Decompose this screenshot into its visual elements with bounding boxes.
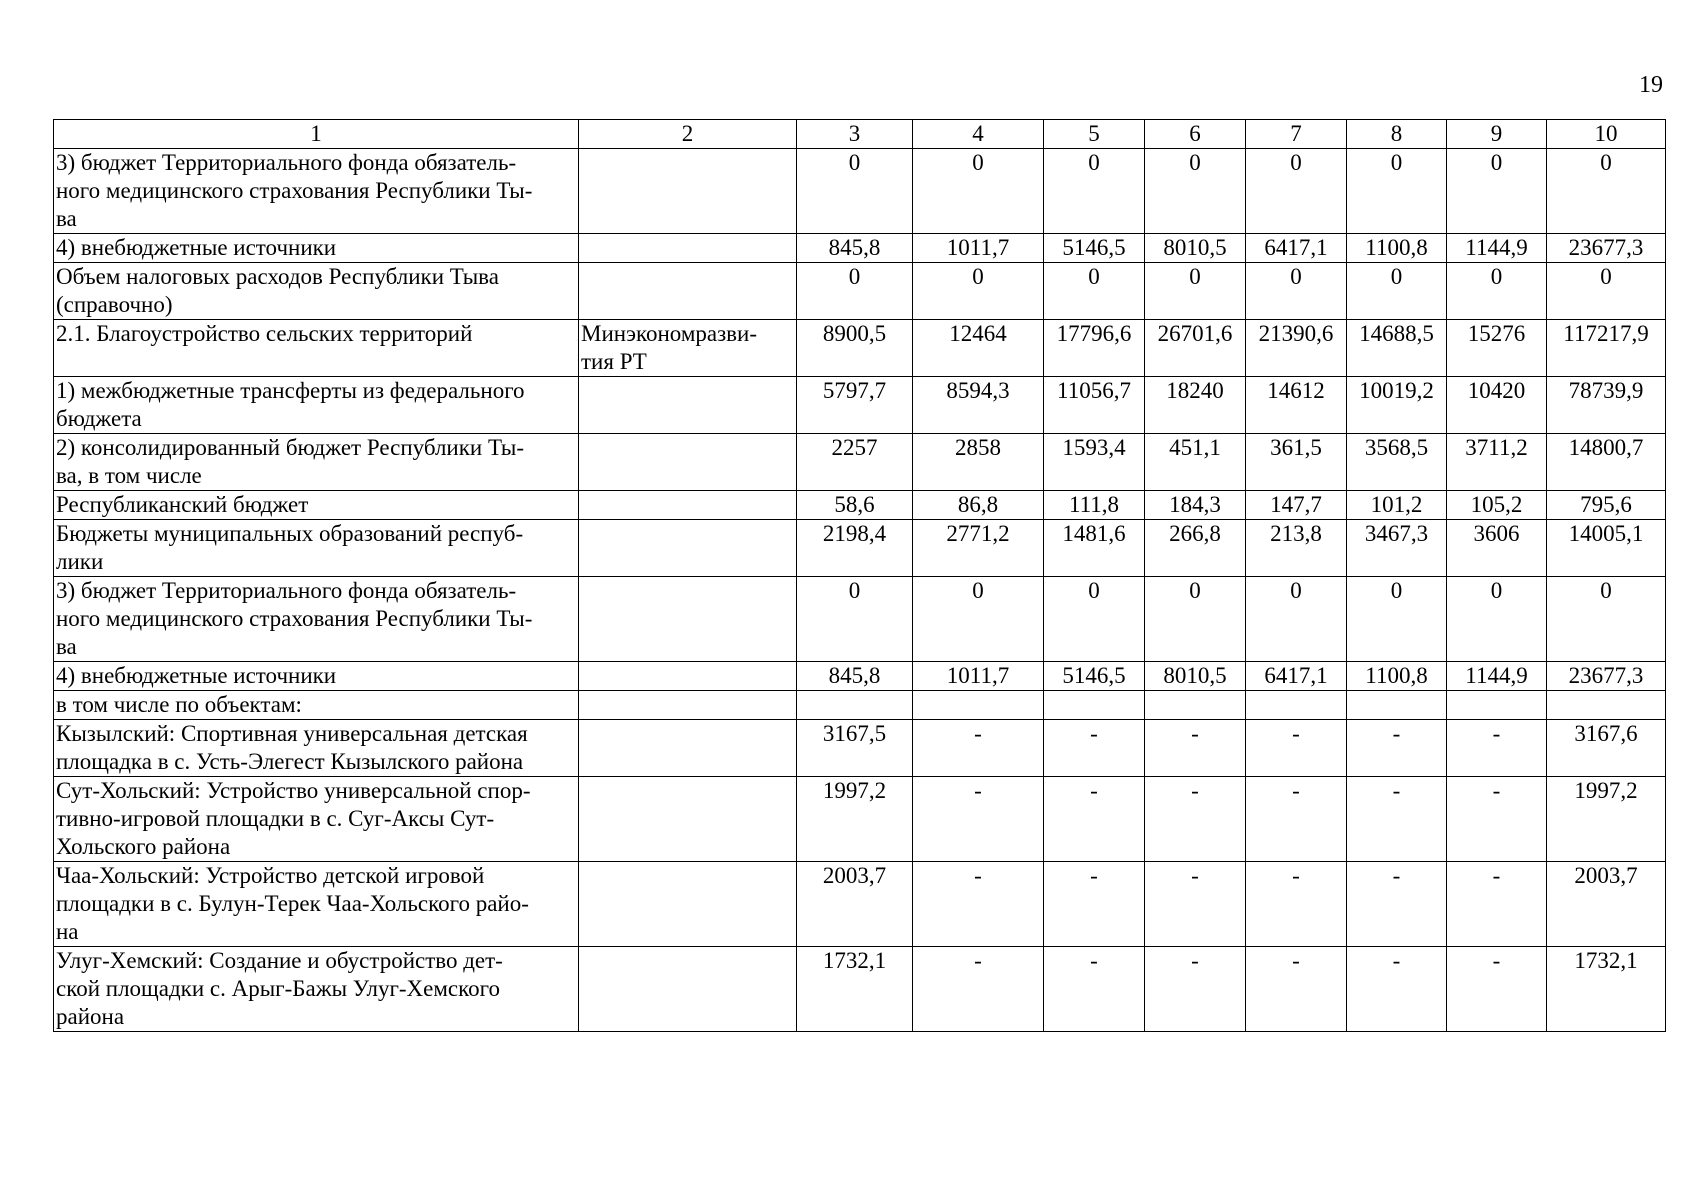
row-name-cell: Сут-Хольский: Устройство универсальной спор- тивно-игровой площадки в с. Суг-Аксы Сут- Хольского района bbox=[54, 777, 579, 862]
row-value-cell: - bbox=[913, 947, 1044, 1032]
table-row bbox=[54, 434, 1666, 491]
row-value-cell: - bbox=[913, 777, 1044, 862]
row-responsible-cell bbox=[579, 491, 797, 520]
row-value-cell: 10019,2 bbox=[1347, 377, 1447, 434]
row-value-cell: 0 bbox=[1547, 577, 1666, 662]
row-value-cell: 1144,9 bbox=[1447, 234, 1547, 263]
row-value-cell: 2257 bbox=[797, 434, 913, 491]
row-value-cell: 147,7 bbox=[1246, 491, 1347, 520]
row-value-cell: 361,5 bbox=[1246, 434, 1347, 491]
row-value-cell bbox=[1447, 691, 1547, 720]
column-header-8: 8 bbox=[1347, 120, 1447, 149]
column-header-3: 3 bbox=[797, 120, 913, 149]
row-name-cell: 1) межбюджетные трансферты из федерального бюджета bbox=[54, 377, 579, 434]
row-value-cell: - bbox=[1447, 862, 1547, 947]
table-row bbox=[54, 862, 1666, 947]
row-name-cell: 4) внебюджетные источники bbox=[54, 234, 579, 263]
row-value-cell: 184,3 bbox=[1145, 491, 1246, 520]
column-header-1: 1 bbox=[54, 120, 579, 149]
row-value-cell: 0 bbox=[797, 263, 913, 320]
row-value-cell: - bbox=[1246, 720, 1347, 777]
row-responsible-cell bbox=[579, 263, 797, 320]
row-value-cell: 8010,5 bbox=[1145, 234, 1246, 263]
row-value-cell bbox=[1347, 691, 1447, 720]
page-number: 19 bbox=[1639, 72, 1663, 98]
row-value-cell: 14800,7 bbox=[1547, 434, 1666, 491]
row-value-cell: 2003,7 bbox=[797, 862, 913, 947]
row-responsible-cell bbox=[579, 149, 797, 234]
row-responsible-cell bbox=[579, 234, 797, 263]
table-row bbox=[54, 947, 1666, 1032]
row-value-cell: - bbox=[1447, 720, 1547, 777]
row-value-cell: 0 bbox=[913, 263, 1044, 320]
row-value-cell: 1997,2 bbox=[1547, 777, 1666, 862]
row-name-cell: 4) внебюджетные источники bbox=[54, 662, 579, 691]
column-header-7: 7 bbox=[1246, 120, 1347, 149]
table-row bbox=[54, 777, 1666, 862]
table-row bbox=[54, 577, 1666, 662]
row-value-cell: 1011,7 bbox=[913, 234, 1044, 263]
row-value-cell: 845,8 bbox=[797, 234, 913, 263]
row-value-cell: 1100,8 bbox=[1347, 234, 1447, 263]
row-value-cell: 266,8 bbox=[1145, 520, 1246, 577]
column-header-2: 2 bbox=[579, 120, 797, 149]
row-value-cell: 12464 bbox=[913, 320, 1044, 377]
column-header-4: 4 bbox=[913, 120, 1044, 149]
row-value-cell: 14612 bbox=[1246, 377, 1347, 434]
row-value-cell: 3167,6 bbox=[1547, 720, 1666, 777]
row-value-cell: 111,8 bbox=[1044, 491, 1145, 520]
row-value-cell: 0 bbox=[1447, 149, 1547, 234]
row-responsible-cell bbox=[579, 720, 797, 777]
row-value-cell: 845,8 bbox=[797, 662, 913, 691]
row-value-cell: 58,6 bbox=[797, 491, 913, 520]
row-value-cell: 0 bbox=[1347, 149, 1447, 234]
row-value-cell: 0 bbox=[1246, 263, 1347, 320]
row-name-cell: Улуг-Хемский: Создание и обустройство дет- ской площадки с. Арыг-Бажы Улуг-Хемского района bbox=[54, 947, 579, 1032]
row-value-cell: 0 bbox=[1246, 149, 1347, 234]
row-value-cell: 795,6 bbox=[1547, 491, 1666, 520]
row-value-cell: 3711,2 bbox=[1447, 434, 1547, 491]
row-value-cell: - bbox=[1447, 777, 1547, 862]
row-value-cell: 105,2 bbox=[1447, 491, 1547, 520]
row-value-cell: 0 bbox=[1347, 263, 1447, 320]
row-value-cell bbox=[1145, 691, 1246, 720]
row-value-cell bbox=[1246, 691, 1347, 720]
row-value-cell: 15276 bbox=[1447, 320, 1547, 377]
row-name-cell: 3) бюджет Территориального фонда обязатель- ного медицинского страхования Республики Ты- ва bbox=[54, 149, 579, 234]
column-header-10: 10 bbox=[1547, 120, 1666, 149]
row-value-cell: 101,2 bbox=[1347, 491, 1447, 520]
table-body bbox=[54, 149, 1666, 1032]
row-value-cell: 1100,8 bbox=[1347, 662, 1447, 691]
row-value-cell: - bbox=[1347, 862, 1447, 947]
row-value-cell: 0 bbox=[1447, 263, 1547, 320]
row-value-cell: 2003,7 bbox=[1547, 862, 1666, 947]
row-responsible-cell bbox=[579, 377, 797, 434]
row-value-cell: 78739,9 bbox=[1547, 377, 1666, 434]
row-value-cell: 3606 bbox=[1447, 520, 1547, 577]
row-value-cell: - bbox=[1447, 947, 1547, 1032]
row-name-cell: Республиканский бюджет bbox=[54, 491, 579, 520]
row-responsible-cell bbox=[579, 434, 797, 491]
table-row bbox=[54, 720, 1666, 777]
row-responsible-cell bbox=[579, 520, 797, 577]
row-responsible-cell bbox=[579, 691, 797, 720]
row-value-cell: 0 bbox=[1044, 577, 1145, 662]
row-value-cell: 86,8 bbox=[913, 491, 1044, 520]
row-value-cell: 21390,6 bbox=[1246, 320, 1347, 377]
row-value-cell: 0 bbox=[913, 577, 1044, 662]
row-name-cell: Кызылский: Спортивная универсальная детская площадка в с. Усть-Элегест Кызылского района bbox=[54, 720, 579, 777]
row-value-cell: 0 bbox=[1447, 577, 1547, 662]
row-responsible-cell: Минэкономразви- тия РТ bbox=[579, 320, 797, 377]
row-value-cell: 6417,1 bbox=[1246, 662, 1347, 691]
row-value-cell: 0 bbox=[1145, 149, 1246, 234]
row-value-cell: 5146,5 bbox=[1044, 234, 1145, 263]
row-value-cell: 1732,1 bbox=[797, 947, 913, 1032]
table-row bbox=[54, 662, 1666, 691]
row-value-cell: 451,1 bbox=[1145, 434, 1246, 491]
column-header-5: 5 bbox=[1044, 120, 1145, 149]
row-value-cell: - bbox=[1044, 777, 1145, 862]
header-row bbox=[54, 120, 1666, 149]
row-value-cell: 0 bbox=[913, 149, 1044, 234]
row-responsible-cell bbox=[579, 947, 797, 1032]
row-value-cell: - bbox=[1145, 862, 1246, 947]
row-value-cell: 8900,5 bbox=[797, 320, 913, 377]
row-value-cell: 0 bbox=[1246, 577, 1347, 662]
row-value-cell bbox=[797, 691, 913, 720]
row-value-cell: 17796,6 bbox=[1044, 320, 1145, 377]
row-value-cell: 0 bbox=[1547, 263, 1666, 320]
column-header-6: 6 bbox=[1145, 120, 1246, 149]
column-header-9: 9 bbox=[1447, 120, 1547, 149]
row-value-cell: - bbox=[1044, 720, 1145, 777]
table-row bbox=[54, 520, 1666, 577]
row-value-cell: 14688,5 bbox=[1347, 320, 1447, 377]
row-value-cell: 18240 bbox=[1145, 377, 1246, 434]
row-value-cell: 3467,3 bbox=[1347, 520, 1447, 577]
table-row bbox=[54, 149, 1666, 234]
row-value-cell: 2198,4 bbox=[797, 520, 913, 577]
table-row bbox=[54, 320, 1666, 377]
row-value-cell: 0 bbox=[1547, 149, 1666, 234]
row-value-cell: - bbox=[1246, 947, 1347, 1032]
row-value-cell: 1732,1 bbox=[1547, 947, 1666, 1032]
table-header bbox=[54, 120, 1666, 149]
budget-table bbox=[53, 119, 1666, 1032]
row-value-cell: - bbox=[913, 720, 1044, 777]
row-value-cell: 5146,5 bbox=[1044, 662, 1145, 691]
row-value-cell bbox=[1547, 691, 1666, 720]
row-value-cell: 14005,1 bbox=[1547, 520, 1666, 577]
row-name-cell: Чаа-Хольский: Устройство детской игровой площадки в с. Булун-Терек Чаа-Хольского райо- на bbox=[54, 862, 579, 947]
row-value-cell: - bbox=[1044, 862, 1145, 947]
table-row bbox=[54, 263, 1666, 320]
row-value-cell: 6417,1 bbox=[1246, 234, 1347, 263]
row-value-cell: - bbox=[1145, 947, 1246, 1032]
row-value-cell: 0 bbox=[1347, 577, 1447, 662]
row-value-cell: - bbox=[1145, 720, 1246, 777]
row-value-cell: 0 bbox=[1145, 263, 1246, 320]
row-name-cell: в том числе по объектам: bbox=[54, 691, 579, 720]
row-value-cell: 23677,3 bbox=[1547, 234, 1666, 263]
row-value-cell: - bbox=[1347, 777, 1447, 862]
row-value-cell: 0 bbox=[797, 149, 913, 234]
row-name-cell: 2.1. Благоустройство сельских территорий bbox=[54, 320, 579, 377]
row-value-cell: 3568,5 bbox=[1347, 434, 1447, 491]
row-value-cell: 10420 bbox=[1447, 377, 1547, 434]
row-value-cell: 3167,5 bbox=[797, 720, 913, 777]
row-value-cell: 5797,7 bbox=[797, 377, 913, 434]
row-value-cell: - bbox=[1246, 777, 1347, 862]
row-value-cell: - bbox=[1347, 720, 1447, 777]
row-name-cell: 2) консолидированный бюджет Республики Ты- ва, в том числе bbox=[54, 434, 579, 491]
row-value-cell: 1997,2 bbox=[797, 777, 913, 862]
table-row bbox=[54, 234, 1666, 263]
row-value-cell: 8010,5 bbox=[1145, 662, 1246, 691]
row-value-cell: - bbox=[1044, 947, 1145, 1032]
row-value-cell: 117217,9 bbox=[1547, 320, 1666, 377]
row-value-cell: 213,8 bbox=[1246, 520, 1347, 577]
row-responsible-cell bbox=[579, 662, 797, 691]
row-value-cell: - bbox=[913, 862, 1044, 947]
row-value-cell: 23677,3 bbox=[1547, 662, 1666, 691]
row-value-cell: 26701,6 bbox=[1145, 320, 1246, 377]
row-value-cell bbox=[913, 691, 1044, 720]
row-value-cell: 1593,4 bbox=[1044, 434, 1145, 491]
row-value-cell: - bbox=[1145, 777, 1246, 862]
table-row bbox=[54, 491, 1666, 520]
table-row bbox=[54, 377, 1666, 434]
row-value-cell: 0 bbox=[797, 577, 913, 662]
row-value-cell: 2858 bbox=[913, 434, 1044, 491]
row-responsible-cell bbox=[579, 577, 797, 662]
row-name-cell: Бюджеты муниципальных образований респуб- лики bbox=[54, 520, 579, 577]
row-value-cell: 1011,7 bbox=[913, 662, 1044, 691]
row-value-cell: 11056,7 bbox=[1044, 377, 1145, 434]
row-responsible-cell bbox=[579, 862, 797, 947]
table-row bbox=[54, 691, 1666, 720]
row-name-cell: Объем налоговых расходов Республики Тыва (справочно) bbox=[54, 263, 579, 320]
row-responsible-cell bbox=[579, 777, 797, 862]
row-value-cell: 2771,2 bbox=[913, 520, 1044, 577]
row-value-cell: 0 bbox=[1044, 149, 1145, 234]
row-value-cell: - bbox=[1347, 947, 1447, 1032]
row-value-cell bbox=[1044, 691, 1145, 720]
row-value-cell: 1481,6 bbox=[1044, 520, 1145, 577]
row-value-cell: 0 bbox=[1145, 577, 1246, 662]
row-value-cell: 0 bbox=[1044, 263, 1145, 320]
row-value-cell: 8594,3 bbox=[913, 377, 1044, 434]
row-value-cell: - bbox=[1246, 862, 1347, 947]
row-value-cell: 1144,9 bbox=[1447, 662, 1547, 691]
row-name-cell: 3) бюджет Территориального фонда обязатель- ного медицинского страхования Республики Ты- ва bbox=[54, 577, 579, 662]
